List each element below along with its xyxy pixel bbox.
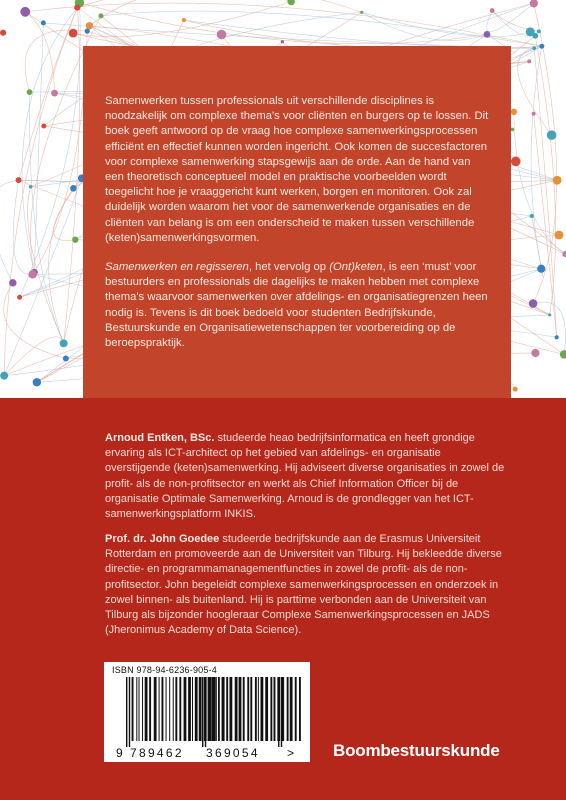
network-node xyxy=(9,279,16,286)
author-bio-entken xyxy=(105,431,505,522)
barcode-arrow: > xyxy=(287,746,295,759)
author-bio-goedee xyxy=(105,532,505,638)
barcode-bar xyxy=(247,677,249,741)
barcode-bar xyxy=(229,677,232,741)
network-node xyxy=(553,176,562,185)
network-node xyxy=(98,13,103,18)
barcode-bar xyxy=(159,677,160,741)
description-panel xyxy=(83,46,511,398)
network-node xyxy=(532,112,536,116)
barcode-bar xyxy=(173,677,174,741)
previous-book-title-italic: (Ont)keten xyxy=(329,261,383,274)
barcode-bars xyxy=(126,677,301,747)
barcode-bar xyxy=(154,677,157,741)
network-node xyxy=(484,31,491,38)
network-node xyxy=(490,8,495,13)
barcode-bar xyxy=(265,677,268,741)
network-link xyxy=(101,11,542,46)
network-node xyxy=(555,231,564,240)
barcode-bar xyxy=(239,677,242,741)
network-node xyxy=(86,22,93,29)
barcode-digits-group-2: 369054 xyxy=(206,746,260,759)
network-node xyxy=(513,387,518,392)
network-node xyxy=(16,177,22,183)
barcode-bar xyxy=(258,677,259,741)
network-node xyxy=(529,299,538,308)
network-node xyxy=(60,339,68,347)
network-node xyxy=(511,128,515,132)
barcode-bar xyxy=(202,677,203,747)
barcode-bar xyxy=(166,677,167,741)
network-link xyxy=(53,178,81,240)
network-node xyxy=(51,90,58,97)
network-link xyxy=(29,92,63,343)
barcode-bar xyxy=(219,677,220,741)
barcode-bar xyxy=(175,677,177,741)
network-node xyxy=(70,185,77,192)
barcode-bar xyxy=(205,677,206,747)
network-node xyxy=(548,313,551,316)
barcode-digits-group-1: 789462 xyxy=(130,746,184,759)
barcode-bar xyxy=(129,677,130,747)
network-link xyxy=(0,180,19,283)
barcode-bar xyxy=(270,677,272,741)
barcode-bar xyxy=(211,677,214,741)
barcode-bar xyxy=(145,677,148,741)
barcode-bar xyxy=(169,677,170,741)
barcode-box xyxy=(104,662,310,762)
barcode-lead-digit: 9 xyxy=(116,746,123,759)
network-node xyxy=(360,11,363,14)
network-link xyxy=(362,12,530,36)
network-link xyxy=(531,46,542,269)
network-node xyxy=(287,0,294,5)
network-node xyxy=(530,0,538,7)
network-node xyxy=(532,33,538,39)
barcode-bar xyxy=(132,677,134,741)
barcode-bar xyxy=(179,677,181,741)
barcode-bar xyxy=(195,677,198,741)
barcode-bar xyxy=(250,677,252,741)
barcode-bar xyxy=(235,677,238,741)
network-node xyxy=(0,30,6,36)
barcode-bar xyxy=(299,677,301,741)
network-node xyxy=(182,18,186,22)
publisher-logo: Boombestuurskunde xyxy=(333,741,500,760)
barcode-bar xyxy=(142,677,143,741)
barcode-bar xyxy=(255,677,257,741)
barcode-bar xyxy=(136,677,137,741)
network-node xyxy=(511,109,517,115)
network-node xyxy=(74,4,80,10)
barcode-bar xyxy=(192,677,193,741)
network-link xyxy=(64,8,80,344)
network-node xyxy=(28,270,36,278)
barcode-bar xyxy=(208,677,210,741)
book-title-italic: Samenwerken en regisseren xyxy=(105,261,249,274)
network-link xyxy=(533,302,565,354)
barcode-bar xyxy=(126,677,127,747)
network-node xyxy=(530,214,534,218)
network-node xyxy=(63,356,69,362)
barcode-bar xyxy=(281,677,282,747)
network-link xyxy=(34,23,43,272)
paragraph-2-part-2: , is een ‘must’ voor bestuurders en professionals die dagelijks te maken hebben met complexe thema's waarvoor samenwerken over afdelings- en organisatiegrenzen heen nodig is. Tevens is dit boek bedoeld voor studenten Bedrijfskunde, Bestuurskunde en Organisatiewetenschappen ter voorbereiding op de beroepspraktijk. xyxy=(105,261,488,350)
network-node xyxy=(29,185,33,189)
barcode-bar xyxy=(139,677,140,741)
network-node xyxy=(560,350,566,359)
barcode-bar xyxy=(149,677,151,741)
barcode-bar xyxy=(199,677,202,741)
description-paragraph-2 xyxy=(105,260,489,351)
network-node xyxy=(33,378,41,386)
network-node xyxy=(17,295,22,300)
network-node xyxy=(532,46,536,50)
network-node xyxy=(27,89,33,95)
barcode-bar xyxy=(184,677,187,741)
paragraph-2-part-1: , het vervolg op xyxy=(248,261,330,274)
barcode-bar xyxy=(216,677,217,741)
barcode-bar xyxy=(222,677,224,741)
network-node xyxy=(539,44,544,49)
author-name-entken: Arnoud Entken, BSc. xyxy=(105,432,215,444)
network-node xyxy=(72,236,78,242)
barcode xyxy=(114,677,302,759)
network-node xyxy=(41,123,46,128)
barcode-bar xyxy=(290,677,293,741)
barcode-bar xyxy=(161,677,163,741)
network-node xyxy=(511,157,521,167)
barcode-bar xyxy=(295,677,297,741)
barcode-bar xyxy=(260,677,263,741)
barcode-bar xyxy=(274,677,276,741)
network-link xyxy=(362,12,487,40)
network-node xyxy=(69,29,78,38)
network-node xyxy=(85,29,90,34)
barcode-bar xyxy=(278,677,279,747)
author-name-goedee: Prof. dr. John Goedee xyxy=(105,533,220,545)
description-paragraph-1: Samenwerken tussen professionals uit verschillende disciplines is noodzakelijk om complexe thema's voor cliënten en burgers op te lossen. Dit boek geeft antwoord op de vraag hoe complexe samenwerkingsprocessen efficiënt en effectief kunnen worden ingericht. Ook komen de succesfactoren voor complexe samenwerking stapsgewijs aan de orde. Aan de hand van een theoretisch conceptueel model en praktische voorbeelden wordt toegelicht hoe je vraaggericht kunt werken, borgen en monitoren. Ook zal duidelijk worden waarom het voor de samenwerkende organisaties en de cliënten van belang is om een onderscheid te maken tussen verschillende (keten)samenwerkingsvormen. xyxy=(105,95,489,244)
network-link xyxy=(20,3,81,297)
network-node xyxy=(0,372,8,380)
barcode-bar xyxy=(243,677,245,741)
network-node xyxy=(555,335,559,339)
barcode-bar xyxy=(226,677,228,741)
isbn-label: ISBN 978-94-6236-905-4 xyxy=(112,665,217,675)
network-node xyxy=(281,40,284,43)
author-bio-goedee-text: studeerde bedrijfskunde aan de Erasmus Universiteit Rotterdam en promoveerde aan de Universiteit van Tilburg. Hij bekleedde diverse directie- en programmamanagementfuncties in zowel de profit- als de non-profitsector. John begeleidt complexe samenwerkingsprocessen en onderzoek in zowel binnen- als buitenland. Hij is parttime verbonden aan de Universiteit van Tilburg als bijzonder hoogleraar Complexe Samenwerkingsprocessen en JADS (Jheronimus Academy of Data Science). xyxy=(105,533,502,637)
network-node xyxy=(217,30,227,40)
author-bio-entken-text: studeerde heao bedrijfsinformatica en heeft grondige ervaring als ICT-architect op het gebied van afdelings- en organisatie overstijgende (keten)samenwerking. Hij adviseert diverse organisaties in zowel de profit- als de non-profitsector en werkt als Chief Information Officer bij de organisatie Optimale Samenwerking. Arnoud is de grondlegger van het ICT-samenwerkingsplatform INKIS. xyxy=(105,432,505,521)
network-node xyxy=(547,130,557,140)
network-link xyxy=(25,12,54,93)
barcode-bar xyxy=(287,677,289,741)
network-node xyxy=(20,7,30,17)
barcode-bar xyxy=(188,677,191,741)
network-node xyxy=(41,20,46,25)
network-node xyxy=(531,349,539,357)
network-node xyxy=(527,59,531,63)
network-node xyxy=(537,265,545,273)
network-link xyxy=(43,23,534,48)
network-node xyxy=(537,29,541,33)
